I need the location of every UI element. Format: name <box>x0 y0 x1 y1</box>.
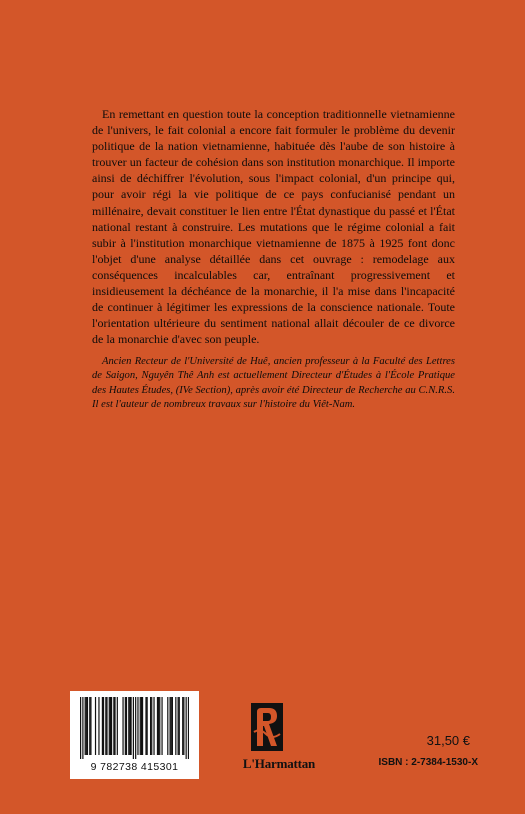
barcode-bar <box>122 697 123 755</box>
barcode-bar <box>135 697 136 759</box>
barcode-bar <box>89 697 90 755</box>
barcode-bar <box>183 697 184 755</box>
barcode-bar <box>90 697 91 755</box>
barcode-bar <box>102 697 103 755</box>
barcode-bar <box>137 697 138 755</box>
barcode-bar <box>158 697 159 755</box>
barcode-bar <box>140 697 141 755</box>
barcode-bar <box>125 697 126 755</box>
barcode-bar <box>150 697 151 755</box>
barcode-digits: 9 782738 415301 <box>90 761 179 773</box>
publisher-name: L'Harmattan <box>242 756 316 771</box>
author-bio: Ancien Recteur de l'Université de Huê, ancien professeur à la Faculté des Lettres de Saigon, Nguyên Thê Anh est actuellement Directeur d'Études à l'École Pratique des Hautes Études, (IVe Section), après avoir été Directeur de Recherche au C.N.R.S. Il est l'auteur de nombreux travaux sur l'histoire du Viêt-Nam. <box>92 356 455 411</box>
barcode-bar <box>167 697 168 755</box>
barcode-bar <box>188 697 189 759</box>
barcode-bar <box>80 697 81 759</box>
barcode-bar <box>98 697 99 755</box>
barcode-bar <box>87 697 88 755</box>
barcode-bar <box>128 697 129 755</box>
barcode-bar <box>182 697 183 755</box>
barcode-bars <box>80 697 189 759</box>
barcode-bar <box>113 697 114 755</box>
price: 31,50 € <box>426 733 470 748</box>
harmattan-logo-icon <box>250 702 284 752</box>
barcode-bar <box>117 697 118 755</box>
isbn: ISBN : 2-7384-1530-X <box>378 757 478 768</box>
barcode-bar <box>159 697 160 755</box>
barcode-bar <box>179 697 180 755</box>
barcode-bar <box>145 697 146 755</box>
barcode-bar <box>106 697 107 755</box>
barcode-bar <box>161 697 162 755</box>
barcode-bar <box>95 697 96 755</box>
barcode-bar <box>86 697 87 755</box>
barcode-bar <box>172 697 173 755</box>
barcode-bar <box>153 697 154 755</box>
barcode <box>70 691 199 779</box>
barcode-bar <box>141 697 142 755</box>
barcode-bar <box>85 697 86 755</box>
barcode-bar <box>186 697 187 759</box>
barcode-bar <box>130 697 131 755</box>
barcode-bar <box>126 697 127 755</box>
barcode-bar <box>105 697 106 755</box>
barcode-bar <box>142 697 143 755</box>
barcode-bar <box>171 697 172 755</box>
barcode-bar <box>151 697 152 755</box>
barcode-bar <box>114 697 115 755</box>
barcode-bar <box>103 697 104 755</box>
barcode-bar <box>82 697 83 759</box>
barcode-bar <box>147 697 148 755</box>
barcode-bar <box>129 697 130 755</box>
barcode-bar <box>175 697 176 755</box>
barcode-bar <box>178 697 179 755</box>
barcode-bar <box>111 697 112 755</box>
barcode-bar <box>157 697 158 755</box>
barcode-bar <box>169 697 170 755</box>
book-blurb: En remettant en question toute la conception traditionnelle vietnamienne de l'univers, le fait colonial a encore fait formuler le problème du devenir politique de la nation vietnamienne, habituée dès l'aube de son histoire à trouver un facteur de cohésion dans son institution monarchique. Il importe ainsi de déchiffrer l'évolution, sous l'impact colonial, d'un principe qui, pour avoir régi la vie politique de ce pays confucianisé pendant un millénaire, devait constituer le lien entre l'État dynastique du passé et l'État national restant à construire. Les mutations que le régime colonial a fait subir à l'institution monarchique vietnamienne de 1875 à 1925 font donc l'objet d'une analyse détaillée dans cet ouvrage : remodelage aux conséquences incalculables car, entraînant progressivement et insidieusement la déchéance de la monarchie, il l'a mise dans l'incapacité de continuer à légitimer les expressions de la conscience nationale. Toute l'orientation ultérieure du sentiment national allait découler de ce divorce de la monarchie d'avec son peuple. <box>92 107 455 347</box>
barcode-bar <box>109 697 110 755</box>
barcode-bar <box>110 697 111 755</box>
barcode-bar <box>133 697 134 759</box>
